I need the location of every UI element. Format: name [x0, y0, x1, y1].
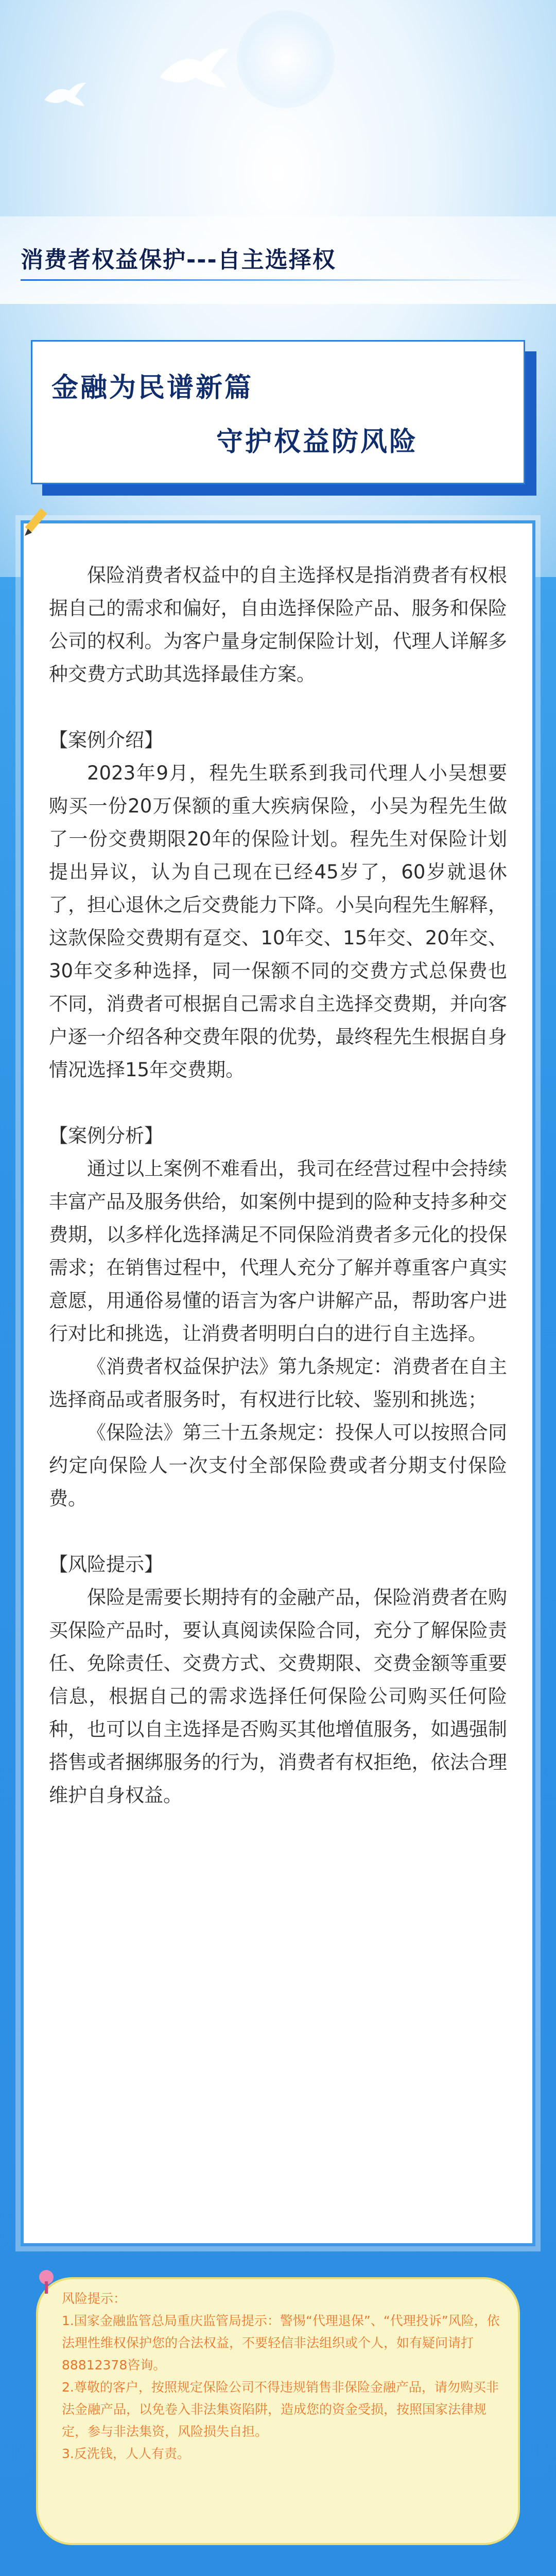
risk-heading: 【风险提示】	[49, 1553, 163, 1575]
title-underline	[21, 279, 535, 281]
slogan-line-1: 金融为民谱新篇	[51, 372, 254, 403]
slogan-banner	[31, 340, 525, 484]
pushpin-icon	[31, 2266, 62, 2297]
risk-notice-item-3: 3.反洗钱，人人有责。	[62, 2446, 190, 2461]
case-analysis-text-3: 《保险法》第三十五条规定：投保人可以按照合同约定向保险人一次支付全部保险费或者分期支付保险费。	[49, 1421, 507, 1510]
dove-icon	[41, 77, 88, 113]
case-analysis-heading: 【案例分析】	[49, 1125, 163, 1147]
risk-notice-heading: 风险提示：	[62, 2291, 127, 2306]
article-intro: 保险消费者权益中的自主选择权是指消费者有权根据自己的需求和偏好，自由选择保险产品、服务和保险公司的权利。为客户量身定制保险计划，代理人详解多种交费方式助其选择最佳方案。	[49, 564, 507, 685]
case-analysis-text-2: 《消费者权益保护法》第九条规定：消费者在自主选择商品或者服务时，有权进行比较、鉴别和挑选；	[49, 1355, 507, 1411]
case-intro-heading: 【案例介绍】	[49, 729, 163, 751]
dove-icon	[154, 41, 232, 98]
article-body	[49, 559, 507, 1812]
slogan-line-2: 守护权益防风险	[216, 427, 419, 457]
emblem-glow	[237, 10, 335, 108]
risk-text: 保险是需要长期持有的金融产品，保险消费者在购买保险产品时，要认真阅读保险合同，充分了解保险责任、免除责任、交费方式、交费期限、交费金额等重要信息，根据自己的需求选择任何保险公司购买任何险种，也可以自主选择是否购买其他增值服务，如遇强制搭售或者捆绑服务的行为，消费者有权拒绝，依法合理维护自身权益。	[49, 1586, 507, 1806]
case-analysis-text-1: 通过以上案例不难看出，我司在经营过程中会持续丰富产品及服务供给，如案例中提到的险种支持多种交费期，以多样化选择满足不同保险消费者多元化的投保需求；在销售过程中，代理人充分了解并尊重客户真实意愿，用通俗易懂的语言为客户讲解产品，帮助客户进行对比和挑选，让消费者明明白白的进行自主选择。	[49, 1158, 507, 1345]
pencil-icon	[21, 504, 57, 540]
page-title: 消费者权益保护---自主选择权	[21, 247, 336, 273]
risk-notice-item-2: 2.尊敬的客户，按照规定保险公司不得违规销售非保险金融产品，请勿购买非法金融产品，以免卷入非法集资陷阱，造成您的资金受损，按照国家法律规定，参与非法集资，风险损失自担。	[62, 2380, 499, 2439]
risk-notice-item-1: 1.国家金融监管总局重庆监管局提示：警惕“代理退保”、“代理投诉”风险，依法理性维权保护您的合法权益，不要轻信非法组织或个人，如有疑问请打88812378咨询。	[62, 2313, 500, 2372]
risk-notice-text	[62, 2287, 505, 2465]
case-intro-text: 2023年9月，程先生联系到我司代理人小吴想要购买一份20万保额的重大疾病保险，小吴为程先生做了一份交费期限20年的保险计划。程先生对保险计划提出异议，认为自己现在已经45岁了，60岁就退休了，担心退休之后交费能力下降。小吴向程先生解释，这款保险交费期有趸交、10年交、15年交、20年交、30年交多种选择，同一保额不同的交费方式总保费也不同，消费者可根据自己需求自主选择交费期，并向客户逐一介绍各种交费年限的优势，最终程先生根据自身情况选择15年交费期。	[49, 762, 507, 1081]
